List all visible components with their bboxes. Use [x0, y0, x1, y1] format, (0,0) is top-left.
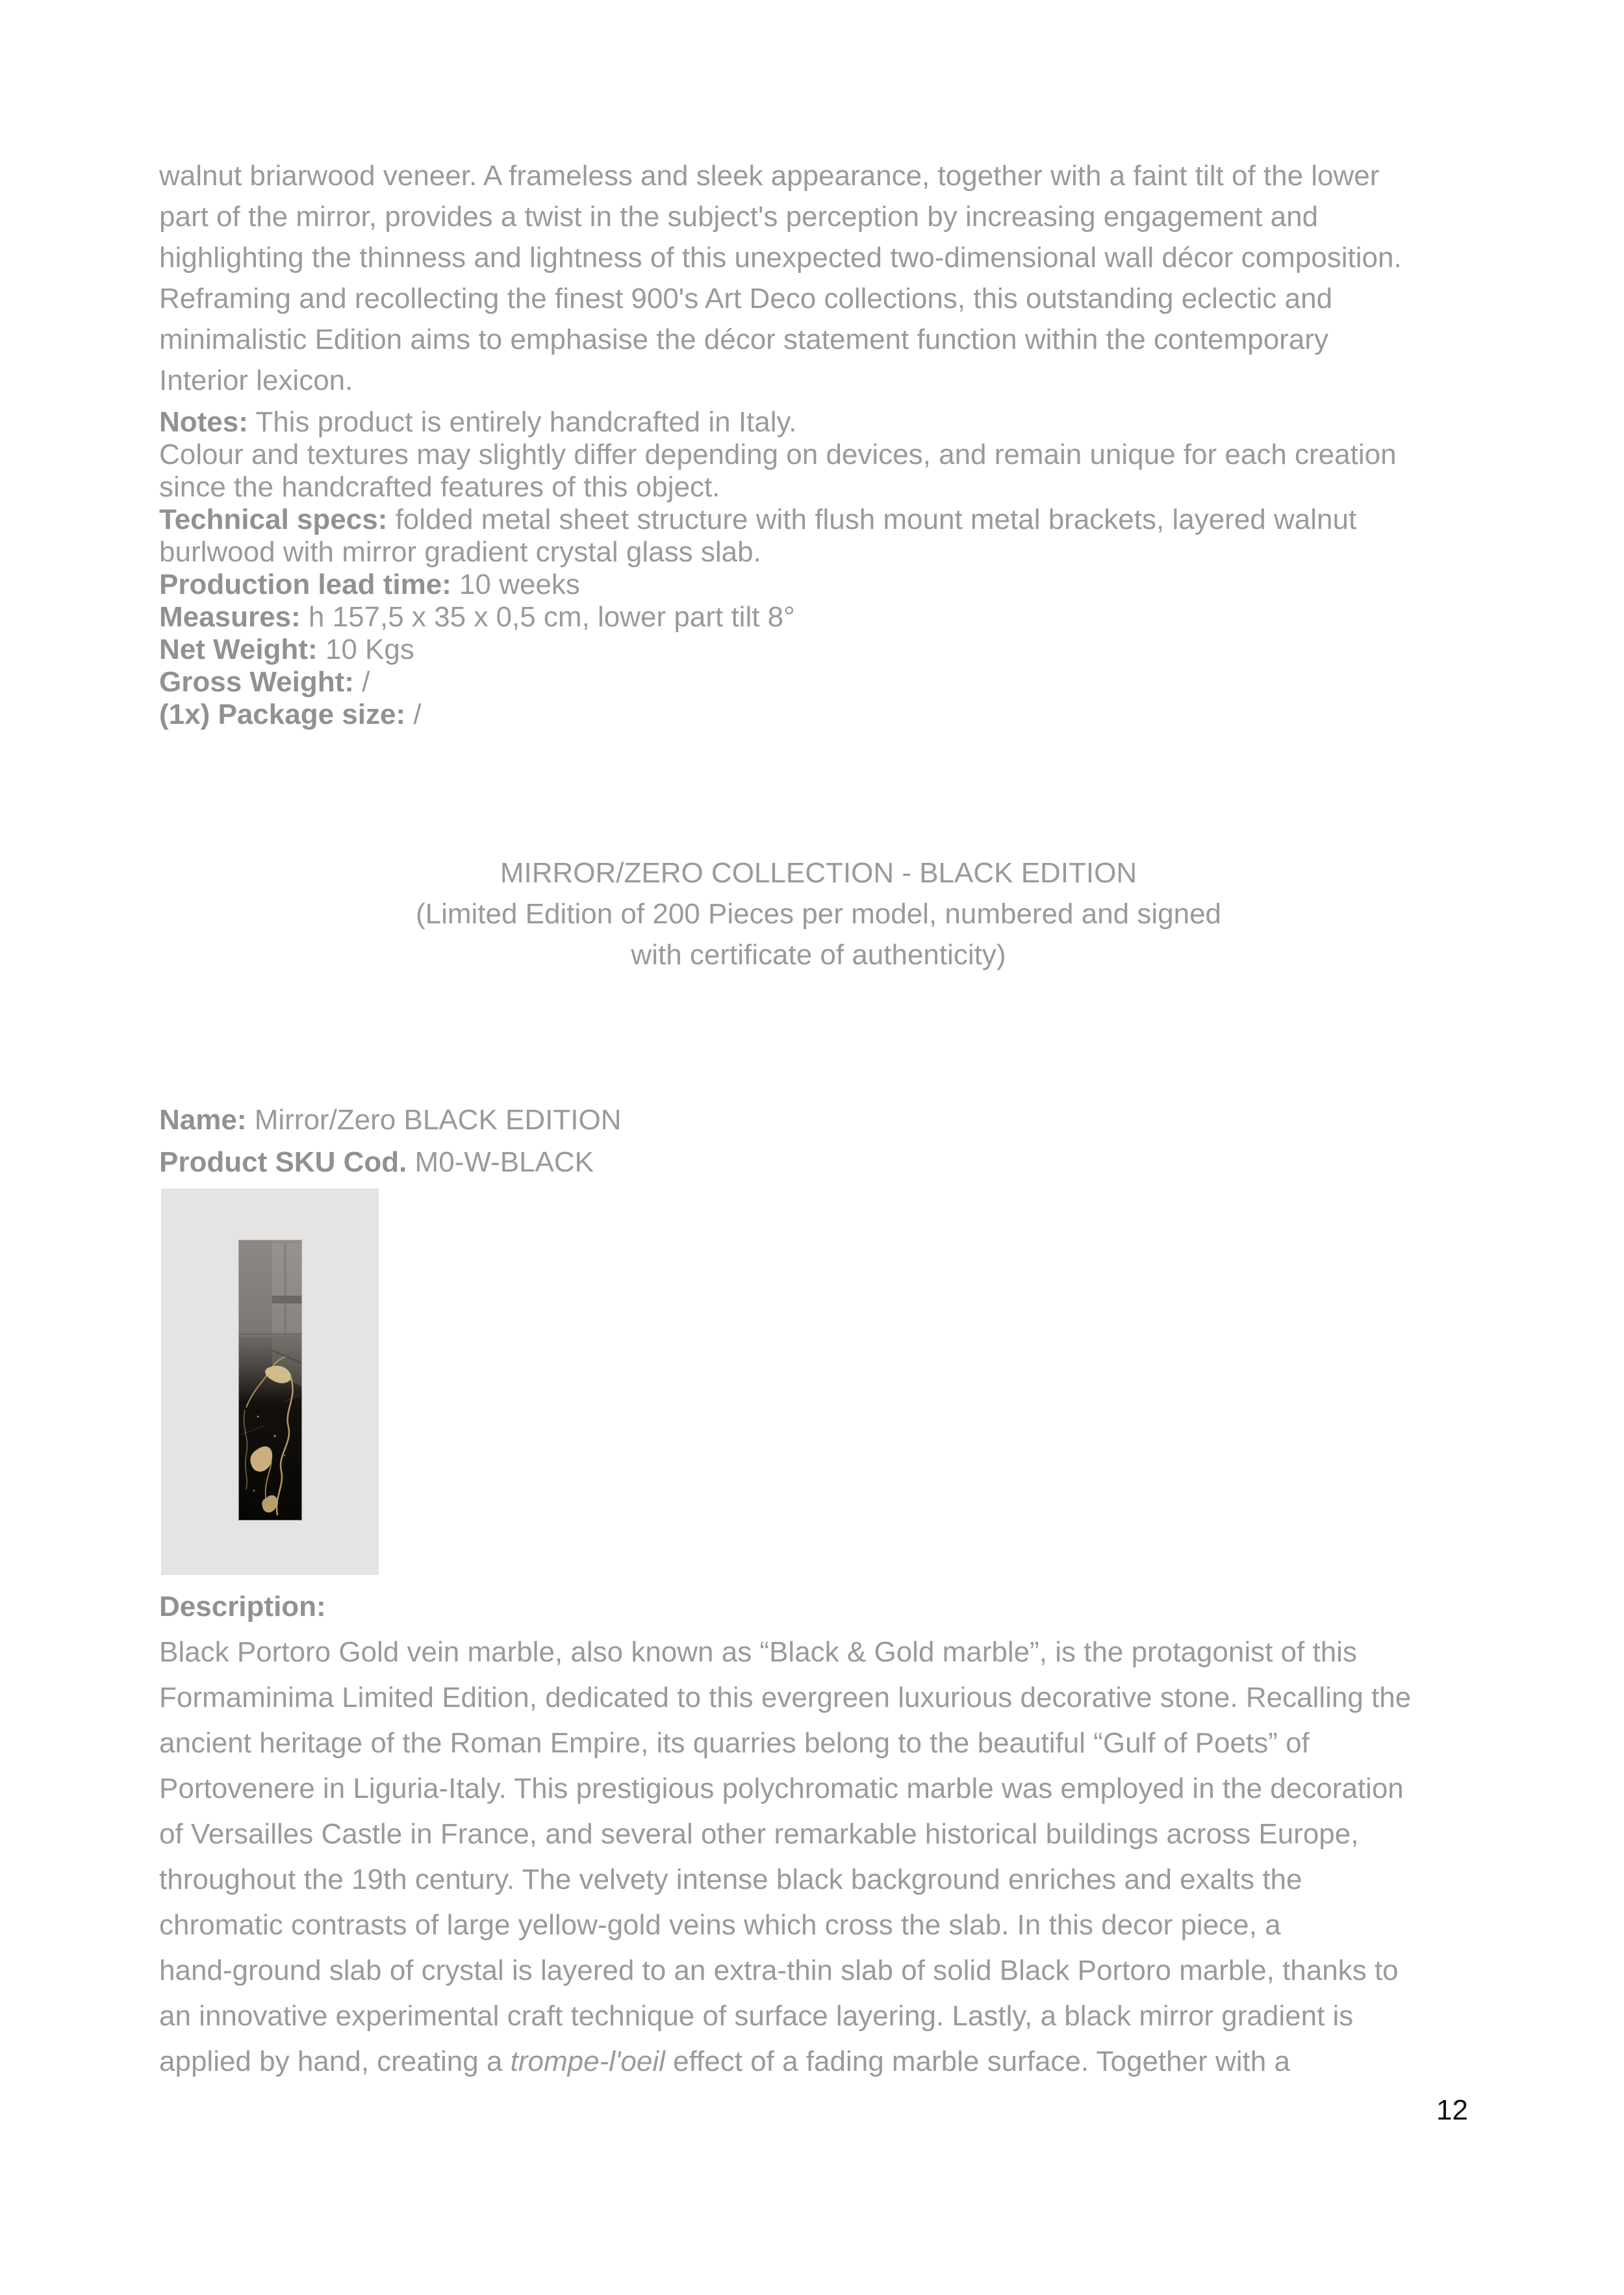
panel-seam: [238, 1333, 302, 1335]
text-line: [159, 1857, 1478, 1903]
text-line: [159, 471, 1478, 504]
text-line: [159, 1099, 1478, 1141]
text-segment: M0-W-BLACK: [407, 1146, 594, 1178]
text-segment: trompe-l'oeil: [510, 2045, 665, 2077]
text-segment: Formaminima Limited Edition, dedicated to this evergreen luxurious decorative stone. Recalling the: [159, 1682, 1412, 1713]
text-segment: Portovenere in Liguria-Italy. This prestigious polychromatic marble was employed in the decoration: [159, 1773, 1404, 1804]
text-line: [159, 360, 1478, 401]
page-number: 12: [1436, 2094, 1468, 2126]
text-line: [159, 1675, 1478, 1721]
text-segment: /: [353, 666, 370, 698]
text-segment: minimalistic Edition aims to emphasise the décor statement function within the contemporary: [159, 324, 1328, 355]
product-image-frame: [161, 1188, 379, 1575]
text-segment: 10 weeks: [451, 569, 580, 600]
text-line: [159, 853, 1478, 893]
text-line: [159, 196, 1478, 237]
text-line: [159, 1903, 1478, 1948]
text-segment: h 157,5 x 35 x 0,5 cm, lower part tilt 8°: [300, 601, 795, 633]
mirror-product-image: [238, 1240, 302, 1520]
text-line: [159, 1948, 1478, 1994]
text-line: [159, 237, 1478, 278]
text-line: [159, 699, 1478, 731]
text-segment: effect of a fading marble surface. Together with a: [665, 2045, 1290, 2077]
text-segment: MIRROR/ZERO COLLECTION - BLACK EDITION: [500, 857, 1137, 889]
window-reflection: [272, 1244, 302, 1335]
text-segment: Technical specs:: [159, 504, 388, 535]
text-line: [159, 406, 1478, 439]
text-segment: highlighting the thinness and lightness of this unexpected two-dimensional wall décor composition.: [159, 242, 1402, 274]
text-segment: 10 Kgs: [317, 634, 414, 665]
text-line: [159, 893, 1478, 934]
text-line: [159, 934, 1478, 975]
text-segment: burlwood with mirror gradient crystal glass slab.: [159, 536, 761, 568]
text-segment: Description:: [159, 1591, 326, 1622]
text-line: [159, 1994, 1478, 2039]
text-segment: throughout the 19th century. The velvety intense black background enriches and exalts the: [159, 1864, 1302, 1895]
text-segment: Measures:: [159, 601, 301, 633]
text-segment: Colour and textures may slightly differ depending on devices, and remain unique for each creation: [159, 439, 1397, 470]
text-segment: since the handcrafted features of this object.: [159, 471, 720, 503]
text-segment: folded metal sheet structure with flush mount metal brackets, layered walnut: [387, 504, 1357, 535]
text-segment: Product SKU Cod.: [159, 1146, 407, 1178]
description-section: [159, 1584, 1478, 2084]
text-segment: with certificate of authenticity): [631, 939, 1006, 971]
text-segment: Black Portoro Gold vein marble, also known as “Black & Gold marble”, is the protagonist of this: [159, 1636, 1357, 1668]
text-segment: This product is entirely handcrafted in Italy.: [247, 406, 797, 438]
text-line: [159, 155, 1478, 196]
text-segment: Notes:: [159, 406, 248, 438]
text-line: [159, 1584, 1478, 1630]
text-segment: Gross Weight:: [159, 666, 354, 698]
text-segment: Production lead time:: [159, 569, 451, 600]
text-line: [159, 319, 1478, 360]
text-segment: chromatic contrasts of large yellow-gold veins which cross the slab. In this decor piece, a: [159, 1909, 1281, 1941]
text-segment: Name:: [159, 1104, 247, 1136]
text-segment: Net Weight:: [159, 634, 318, 665]
text-line: [159, 634, 1478, 666]
collection-heading: [159, 853, 1478, 975]
text-line: [159, 666, 1478, 699]
text-segment: ancient heritage of the Roman Empire, its quarries belong to the beautiful “Gulf of Poets” of: [159, 1727, 1310, 1759]
text-segment: /: [405, 699, 422, 730]
text-segment: Mirror/Zero BLACK EDITION: [246, 1104, 622, 1136]
text-line: [159, 2039, 1478, 2084]
text-line: [159, 1141, 1478, 1183]
text-line: [159, 536, 1478, 569]
text-segment: (Limited Edition of 200 Pieces per model, numbered and signed: [415, 898, 1222, 930]
text-line: [159, 1630, 1478, 1675]
text-line: [159, 439, 1478, 471]
text-segment: (1x) Package size:: [159, 699, 406, 730]
text-segment: part of the mirror, provides a twist in the subject's perception by increasing engagement and: [159, 201, 1319, 233]
text-line: [159, 1766, 1478, 1812]
text-line: [159, 1812, 1478, 1857]
text-segment: applied by hand, creating a: [159, 2045, 511, 2077]
text-line: [159, 504, 1478, 536]
text-line: [159, 569, 1478, 601]
text-segment: Interior lexicon.: [159, 365, 353, 396]
product-specs: [159, 406, 1478, 731]
text-segment: Reframing and recollecting the finest 900's Art Deco collections, this outstanding eclectic and: [159, 283, 1333, 314]
text-segment: an innovative experimental craft technique of surface layering. Lastly, a black mirror gradient is: [159, 2000, 1354, 2032]
intro-paragraph: [159, 155, 1478, 401]
text-segment: walnut briarwood veneer. A frameless and sleek appearance, together with a faint tilt of the lower: [159, 160, 1380, 192]
text-line: [159, 1721, 1478, 1766]
text-segment: of Versailles Castle in France, and several other remarkable historical buildings across Europe,: [159, 1818, 1359, 1850]
text-line: [159, 601, 1478, 634]
text-line: [159, 278, 1478, 319]
text-segment: hand-ground slab of crystal is layered to an extra-thin slab of solid Black Portoro marble, thanks to: [159, 1955, 1399, 1986]
product-identity: [159, 1099, 1478, 1183]
